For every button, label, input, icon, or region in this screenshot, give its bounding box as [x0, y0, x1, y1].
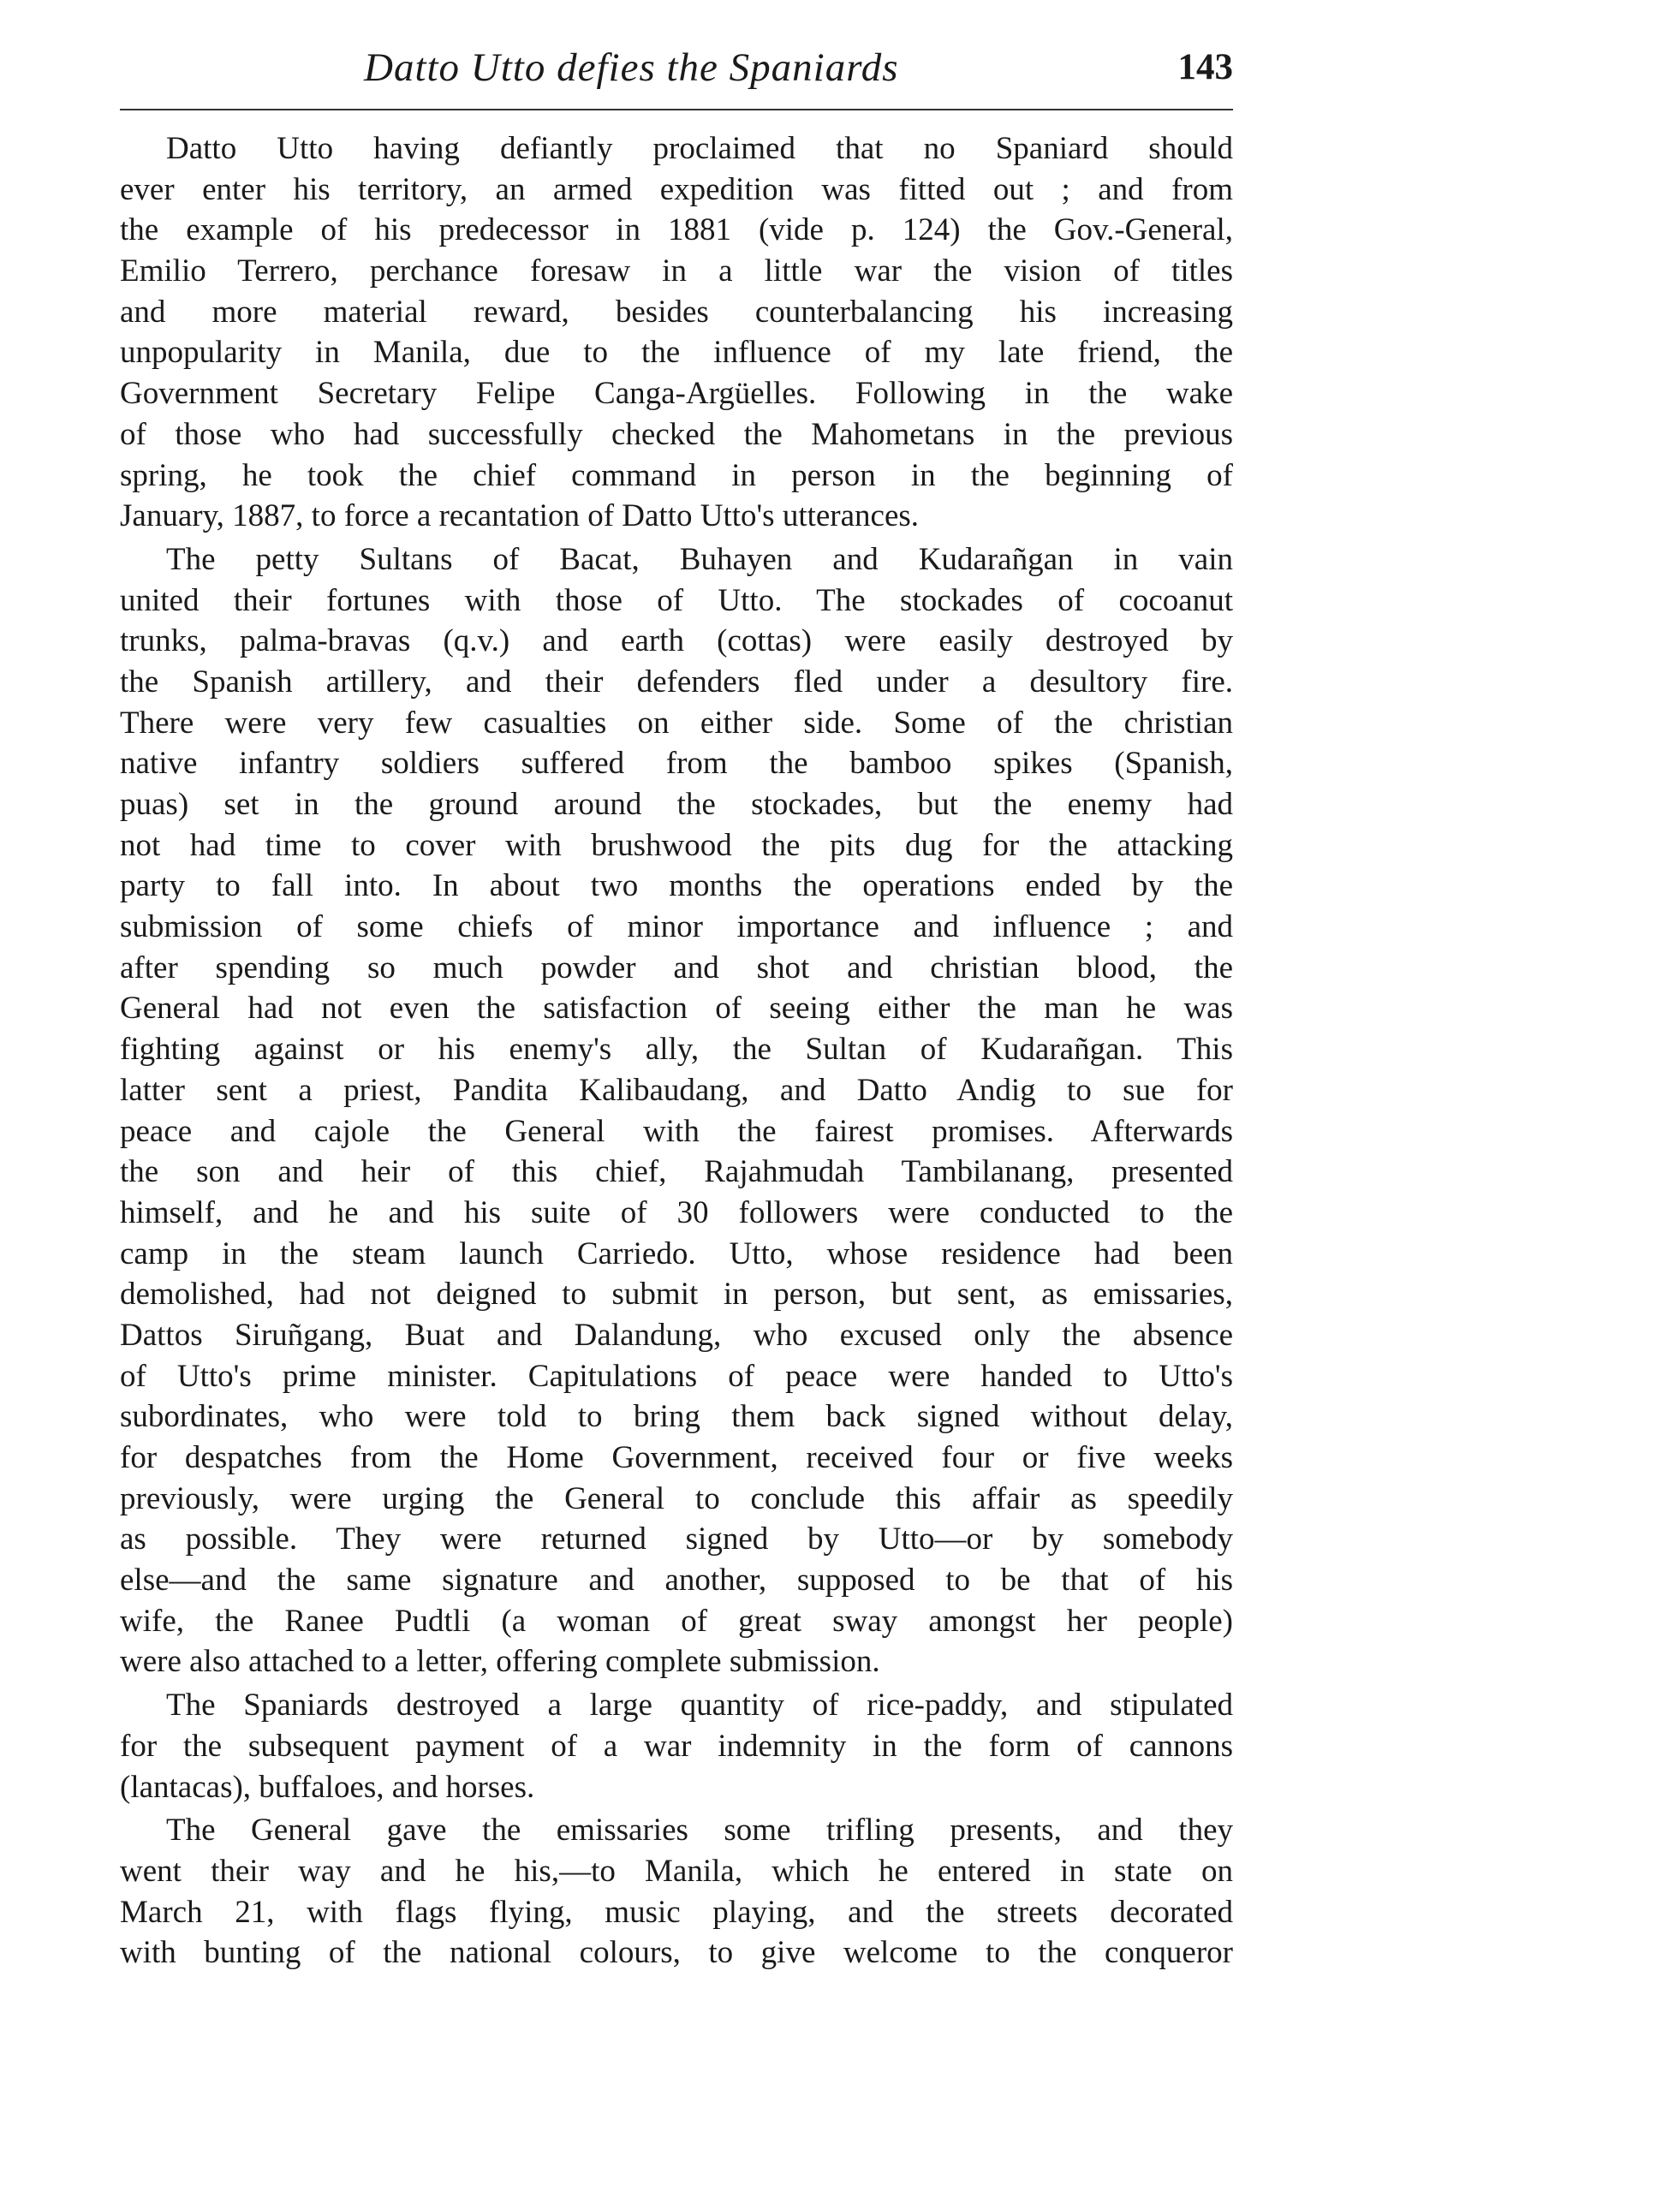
text-line: ever enter his territory, an armed expedition was fitted out ; and from	[120, 171, 1233, 207]
text-line: Dattos Siruñgang, Buat and Dalandung, who excused only the absence	[120, 1317, 1233, 1353]
paragraph	[120, 1810, 1233, 1974]
text-line: fighting against or his enemy's ally, the Sultan of Kudarañgan. This	[120, 1032, 1233, 1068]
text-line: were also attached to a letter, offering complete submission.	[120, 1644, 880, 1680]
text-line: went their way and he his,—to Manila, which he entered in state on	[120, 1853, 1233, 1889]
text-line: of Utto's prime minister. Capitulations of peace were handed to Utto's	[120, 1358, 1233, 1394]
text-line: else—and the same signature and another, supposed to be that of his	[120, 1563, 1233, 1599]
text-line: The Spaniards destroyed a large quantity of rice-paddy, and stipulated	[166, 1688, 1233, 1724]
text-line: after spending so much powder and shot and christian blood, the	[120, 950, 1233, 985]
paragraph	[120, 128, 1233, 537]
text-line: There were very few casualties on either side. Some of the christian	[120, 705, 1233, 741]
text-line: The petty Sultans of Bacat, Buhayen and Kudarañgan in vain	[166, 541, 1233, 577]
text-line: the Spanish artillery, and their defenders fled under a desultory fire.	[120, 664, 1233, 700]
text-line: trunks, palma-bravas (q.v.) and earth (cottas) were easily destroyed by	[120, 623, 1233, 659]
text-line: himself, and he and his suite of 30 followers were conducted to the	[120, 1194, 1233, 1230]
text-line: the example of his predecessor in 1881 (vide p. 124) the Gov.-General,	[120, 212, 1233, 248]
paragraph	[120, 539, 1233, 1682]
page-number: 143	[1177, 47, 1233, 87]
text-line: The General gave the emissaries some trifling presents, and they	[166, 1813, 1233, 1849]
text-line: party to fall into. In about two months the operations ended by the	[120, 868, 1233, 904]
text-line: Government Secretary Felipe Canga-Argüelles. Following in the wake	[120, 376, 1233, 412]
text-line: united their fortunes with those of Utto. The stockades of cocoanut	[120, 582, 1233, 618]
text-line: of those who had successfully checked the Mahometans in the previous	[120, 416, 1233, 452]
text-line: previously, were urging the General to conclude this affair as speedily	[120, 1480, 1233, 1516]
text-line: submission of some chiefs of minor importance and influence ; and	[120, 909, 1233, 945]
running-title: Datto Utto defies the Spaniards	[364, 45, 899, 90]
text-line: latter sent a priest, Pandita Kalibaudang, and Datto Andig to sue for	[120, 1072, 1233, 1108]
text-line: wife, the Ranee Pudtli (a woman of great sway amongst her people)	[120, 1603, 1233, 1639]
text-line: the son and heir of this chief, Rajahmudah Tambilanang, presented	[120, 1154, 1233, 1190]
text-line: as possible. They were returned signed by Utto—or by somebody	[120, 1521, 1233, 1557]
running-header	[120, 45, 1233, 113]
text-line: not had time to cover with brushwood the pits dug for the attacking	[120, 827, 1233, 863]
text-line: General had not even the satisfaction of seeing either the man he was	[120, 991, 1233, 1027]
text-line: subordinates, who were told to bring them back signed without delay,	[120, 1399, 1233, 1435]
text-line: with bunting of the national colours, to give welcome to the conqueror	[120, 1935, 1233, 1971]
text-line: for the subsequent payment of a war indemnity in the form of cannons	[120, 1728, 1233, 1764]
body-text	[120, 128, 1233, 1976]
text-line: camp in the steam launch Carriedo. Utto, whose residence had been	[120, 1235, 1233, 1271]
text-line: unpopularity in Manila, due to the influence of my late friend, the	[120, 335, 1233, 371]
text-line: January, 1887, to force a recantation of Datto Utto's utterances.	[120, 498, 920, 534]
text-line: demolished, had not deigned to submit in person, but sent, as emissaries,	[120, 1277, 1233, 1313]
text-line: (lantacas), buffaloes, and horses.	[120, 1769, 535, 1805]
text-line: peace and cajole the General with the fairest promises. Afterwards	[120, 1113, 1233, 1149]
text-line: native infantry soldiers suffered from the bamboo spikes (Spanish,	[120, 746, 1233, 782]
text-line: and more material reward, besides counterbalancing his increasing	[120, 294, 1233, 330]
text-line: Emilio Terrero, perchance foresaw in a little war the vision of titles	[120, 253, 1233, 289]
text-line: March 21, with flags flying, music playing, and the streets decorated	[120, 1894, 1233, 1930]
text-line: spring, he took the chief command in person in the beginning of	[120, 457, 1233, 493]
paragraph	[120, 1685, 1233, 1807]
text-line: puas) set in the ground around the stockades, but the enemy had	[120, 787, 1233, 822]
text-line: for despatches from the Home Government, received four or five weeks	[120, 1440, 1233, 1475]
header-rule	[120, 109, 1233, 110]
text-line: Datto Utto having defiantly proclaimed that no Spaniard should	[166, 131, 1233, 166]
